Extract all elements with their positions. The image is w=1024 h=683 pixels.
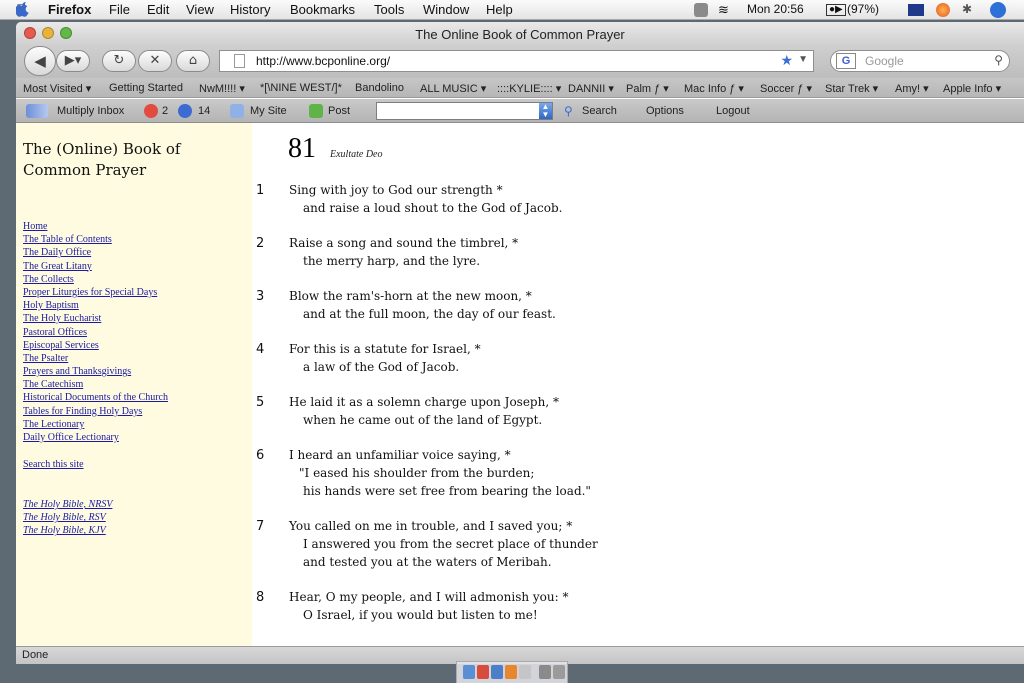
verse-number: 8 xyxy=(256,590,265,605)
battery-percent: (97%) xyxy=(847,2,880,16)
verse-line: the merry harp, and the lyre. xyxy=(303,254,481,268)
reload-button[interactable]: ↻ xyxy=(102,50,136,72)
titlebar xyxy=(16,22,1024,46)
stop-button[interactable]: ✕ xyxy=(138,50,172,72)
bookmark-star-trek[interactable]: Star Trek ▾ xyxy=(825,83,879,95)
trash-icon[interactable] xyxy=(553,665,565,679)
sidebar-link-great-litany[interactable]: The Great Litany xyxy=(23,260,92,272)
sidebar-link-daily-office[interactable]: The Daily Office xyxy=(23,247,92,259)
bookmark-getting-started[interactable]: Getting Started xyxy=(109,82,183,94)
battery-icon[interactable]: ●▶ xyxy=(826,4,846,16)
post-button[interactable]: Post xyxy=(328,105,351,117)
verse-number: 5 xyxy=(256,395,265,410)
sidebar-link-catechism[interactable]: The Catechism xyxy=(23,379,84,391)
verse-line: For this is a statute for Israel, * xyxy=(289,342,481,356)
combo-arrows-icon[interactable]: ▲ ▼ xyxy=(539,103,552,119)
verse-line: "I eased his shoulder from the burden; xyxy=(299,466,535,480)
page-icon xyxy=(234,54,245,68)
firefox-dock-icon[interactable] xyxy=(505,665,517,679)
finder-icon[interactable] xyxy=(463,665,475,679)
bookmark-kylie[interactable]: ::::KYLIE:::: ▾ xyxy=(497,83,562,95)
sidebar-link-holy-baptism[interactable]: Holy Baptism xyxy=(23,300,79,312)
multiply-toolbar xyxy=(16,99,1024,123)
bookmarks-toolbar xyxy=(16,78,1024,98)
spotlight-icon[interactable] xyxy=(990,2,1006,18)
verse-line: I answered you from the secret place of thunder xyxy=(303,537,598,551)
sidebar-nav xyxy=(23,220,168,444)
multiply-inbox-link[interactable]: Multiply Inbox xyxy=(57,105,125,117)
sidebar-link-holy-eucharist[interactable]: The Holy Eucharist xyxy=(23,313,102,325)
firefox-tray-icon[interactable] xyxy=(936,3,950,17)
sidebar-link-collects[interactable]: The Collects xyxy=(23,273,74,285)
menu-view[interactable]: View xyxy=(186,2,214,17)
verse-number: 1 xyxy=(256,183,265,198)
url-text[interactable]: http://www.bcponline.org/ xyxy=(256,54,391,68)
script-menu-icon[interactable] xyxy=(694,3,708,17)
menu-bookmarks[interactable]: Bookmarks xyxy=(290,2,356,17)
bookmark-star-icon[interactable]: ★ xyxy=(780,52,793,68)
navigation-toolbar xyxy=(16,46,1024,78)
sidebar xyxy=(16,123,252,646)
verse-line: his hands were set free from bearing the load." xyxy=(303,484,591,498)
home-button[interactable]: ⌂ xyxy=(176,50,210,72)
sidebar-link-prayers-thanksgivings[interactable]: Prayers and Thanksgivings xyxy=(23,366,132,378)
page-content xyxy=(16,123,1024,646)
contacts-count[interactable]: 14 xyxy=(198,105,211,117)
post-plus-icon[interactable] xyxy=(309,104,323,118)
search-icon[interactable]: ⚲ xyxy=(564,104,573,118)
menu-history[interactable]: History xyxy=(230,2,271,17)
bookmark-nine-west[interactable]: *[\NINE WEST/]* xyxy=(260,82,342,94)
search-icon[interactable]: ⚲ xyxy=(994,53,1003,67)
app-menu-firefox[interactable]: Firefox xyxy=(48,2,92,17)
bookmark-all-music[interactable]: ALL MUSIC ▾ xyxy=(420,83,487,95)
back-button[interactable]: ◀ xyxy=(24,46,56,76)
multiply-search-combo[interactable] xyxy=(376,102,553,120)
clock[interactable]: Mon 20:56 xyxy=(747,2,804,16)
bluetooth-icon[interactable]: ✱ xyxy=(962,2,973,16)
bookmark-most-visited[interactable]: Most Visited ▾ xyxy=(23,83,92,95)
window-title: The Online Book of Common Prayer xyxy=(415,27,625,42)
bookmark-amy[interactable]: Amy! ▾ xyxy=(895,83,929,95)
search-placeholder: Google xyxy=(865,54,904,68)
verse-line: Raise a song and sound the timbrel, * xyxy=(289,236,519,250)
multiply-logo-icon xyxy=(26,104,48,118)
verse-number: 6 xyxy=(256,448,265,463)
verse-line: and raise a loud shout to the God of Jacob. xyxy=(303,201,563,215)
mail-icon[interactable] xyxy=(491,665,503,679)
contacts-icon[interactable] xyxy=(178,104,192,118)
verse-line: I heard an unfamiliar voice saying, * xyxy=(289,448,511,462)
sidebar-link-psalter[interactable]: The Psalter xyxy=(23,352,69,364)
search-site-link[interactable]: Search this site xyxy=(23,459,84,470)
bookmark-apple-info[interactable]: Apple Info ▾ xyxy=(943,83,1002,95)
bookmark-mac-info[interactable]: Mac Info ƒ ▾ xyxy=(684,83,744,95)
bible-link-kjv[interactable]: The Holy Bible, KJV xyxy=(23,525,106,537)
search-bar[interactable] xyxy=(830,50,1010,72)
psalm-number: 81 xyxy=(288,133,316,164)
verse-line: a law of the God of Jacob. xyxy=(303,360,460,374)
menu-window[interactable]: Window xyxy=(423,2,470,17)
psalm-subtitle: Exultate Deo xyxy=(330,149,383,160)
verse-line: O Israel, if you would but listen to me! xyxy=(303,608,538,622)
bible-links xyxy=(23,498,112,538)
bible-link-nrsv[interactable]: The Holy Bible, NRSV xyxy=(23,499,113,510)
verse-line: Blow the ram's-horn at the new moon, * xyxy=(289,289,532,303)
sidebar-link-home[interactable]: Home xyxy=(23,221,48,232)
comments-count[interactable]: 2 xyxy=(162,105,169,117)
sidebar-link-daily-office-lectionary[interactable]: Daily Office Lectionary xyxy=(23,432,119,443)
verse-line: Sing with joy to God our strength * xyxy=(289,183,503,197)
bookmark-bandolino[interactable]: Bandolino xyxy=(355,82,404,94)
options-menu[interactable]: Options xyxy=(646,105,684,117)
my-site-menu[interactable]: My Site xyxy=(250,105,287,117)
sidebar-link-table-of-contents[interactable]: The Table of Contents xyxy=(23,234,112,246)
site-title-line1: The (Online) Book of xyxy=(23,140,181,158)
sidebar-link-historical-documents[interactable]: Historical Documents of the Church xyxy=(23,392,168,404)
verse-number: 4 xyxy=(256,342,265,357)
logout-button[interactable]: Logout xyxy=(716,105,750,117)
verse-line: when he came out of the land of Egypt. xyxy=(303,413,543,427)
forward-button[interactable]: ▶▾ xyxy=(56,50,90,72)
mac-menubar xyxy=(0,0,1024,20)
verse-number: 7 xyxy=(256,519,265,534)
dock xyxy=(456,661,568,683)
bookmark-nwm[interactable]: NwM!!!! ▾ xyxy=(199,83,245,95)
status-text: Done xyxy=(22,649,49,661)
wifi-icon[interactable]: ≋ xyxy=(718,2,729,17)
verse-line: You called on me in trouble, and I saved you; * xyxy=(289,519,573,533)
site-title xyxy=(23,139,223,181)
browser-window xyxy=(16,22,1024,664)
sidebar-link-lectionary[interactable]: The Lectionary xyxy=(23,418,85,430)
verse-line: and tested you at the waters of Meribah. xyxy=(303,555,552,569)
sidebar-link-tables-holy-days[interactable]: Tables for Finding Holy Days xyxy=(23,405,143,417)
search-menu[interactable]: Search xyxy=(582,105,617,117)
url-history-dropdown-icon[interactable]: ▼ xyxy=(798,54,808,65)
flag-australia-icon[interactable] xyxy=(908,4,924,16)
sidebar-link-proper-liturgies[interactable]: Proper Liturgies for Special Days xyxy=(23,286,158,298)
bookmark-palm[interactable]: Palm ƒ ▾ xyxy=(626,83,669,95)
bookmark-dannii[interactable]: DANNII ▾ xyxy=(568,83,614,95)
house-icon[interactable] xyxy=(230,104,244,118)
verse-line: He laid it as a solemn charge upon Joseph, * xyxy=(289,395,559,409)
bookmark-soccer[interactable]: Soccer ƒ ▾ xyxy=(760,83,812,95)
app-dock-icon[interactable] xyxy=(519,665,531,679)
menu-tools[interactable]: Tools xyxy=(374,2,405,17)
verse-number: 3 xyxy=(256,289,265,304)
menu-help[interactable]: Help xyxy=(486,2,513,17)
comment-bubble-icon[interactable] xyxy=(144,104,158,118)
verse-line: and at the full moon, the day of our feast. xyxy=(303,307,556,321)
bible-link-rsv[interactable]: The Holy Bible, RSV xyxy=(23,512,106,524)
verse-line: Hear, O my people, and I will admonish you: * xyxy=(289,590,569,604)
documents-stack-icon[interactable] xyxy=(539,665,551,679)
site-title-line2: Common Prayer xyxy=(23,161,147,179)
apple-logo-icon xyxy=(16,2,29,17)
sidebar-link-pastoral-offices[interactable]: Pastoral Offices xyxy=(23,326,87,338)
url-bar[interactable] xyxy=(219,50,814,72)
sidebar-link-episcopal-services[interactable]: Episcopal Services xyxy=(23,339,99,351)
calendar-icon[interactable] xyxy=(477,665,489,679)
menu-file[interactable]: File xyxy=(109,2,130,17)
menu-edit[interactable]: Edit xyxy=(147,2,170,17)
search-engine-icon[interactable]: G xyxy=(836,53,856,69)
verse-number: 2 xyxy=(256,236,265,251)
